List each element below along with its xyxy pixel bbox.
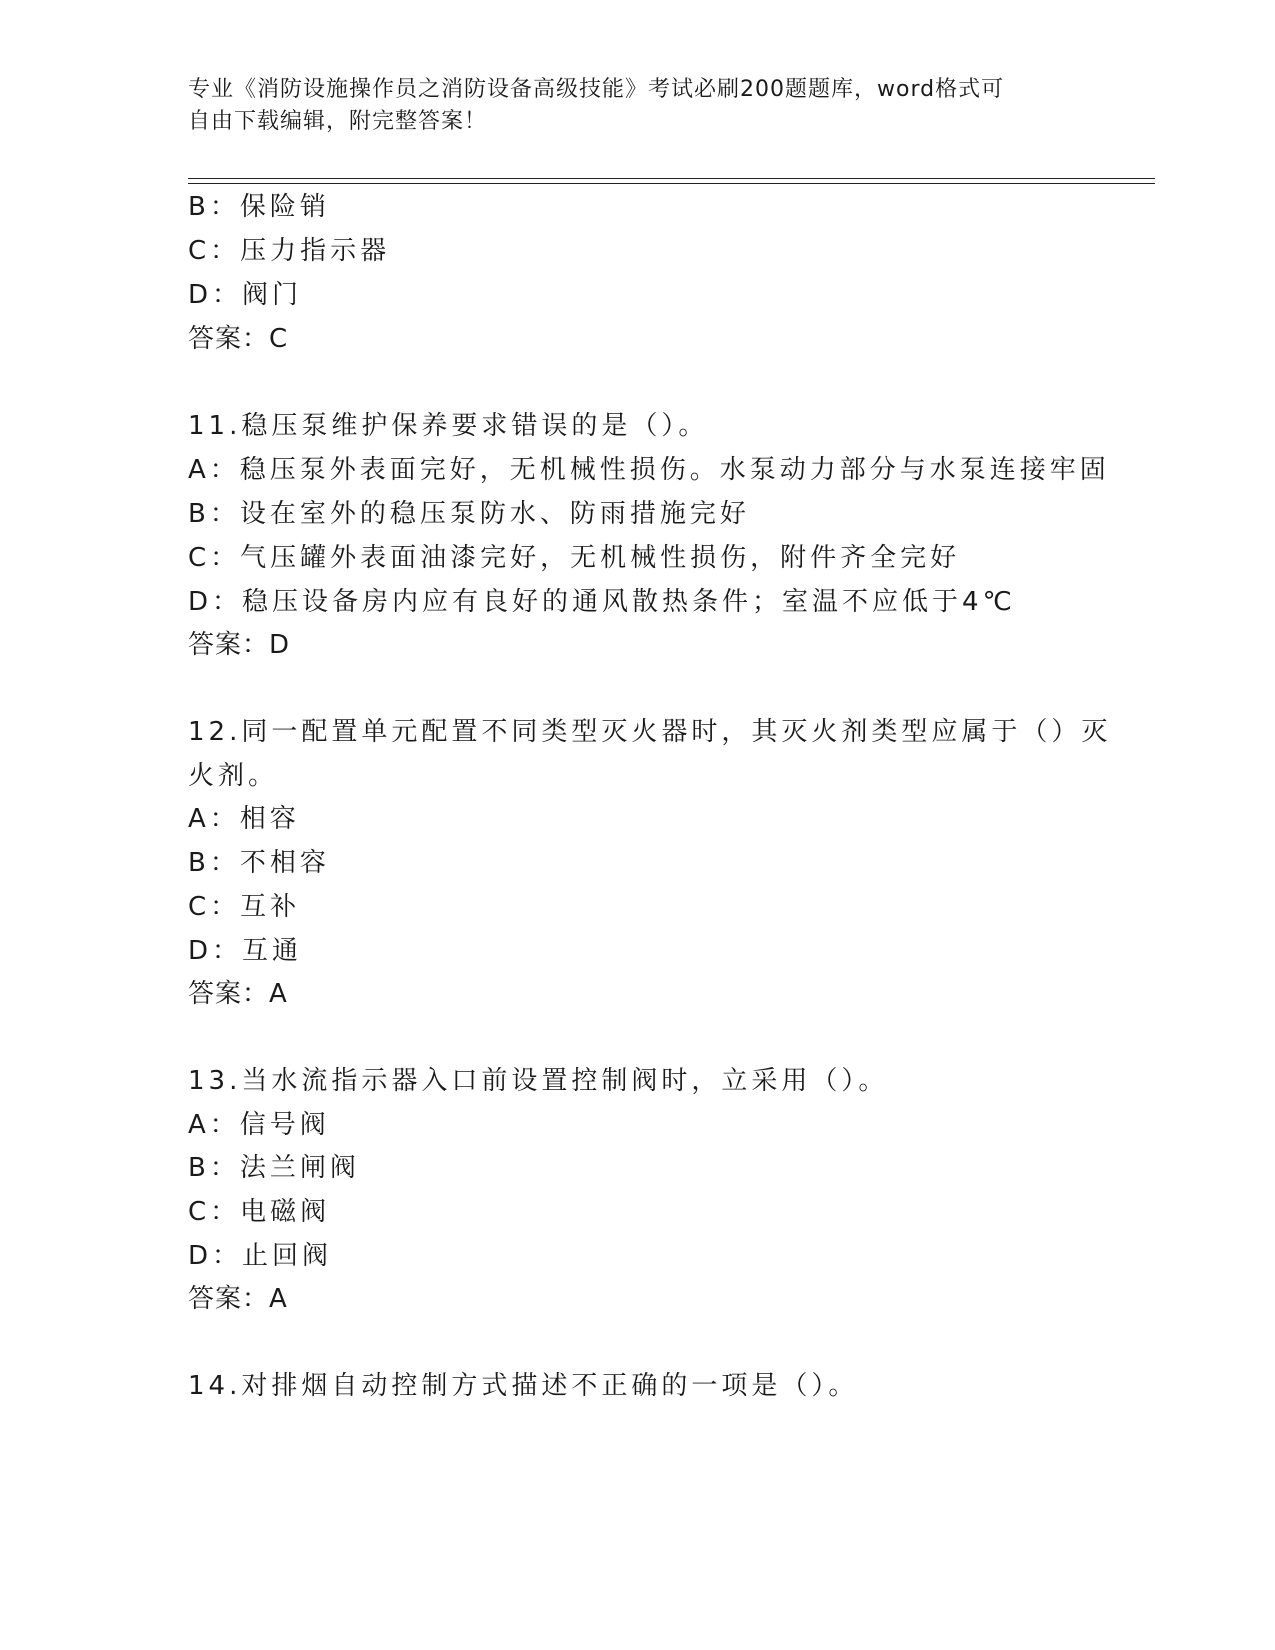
q12-option-a: A：相容	[188, 804, 300, 834]
q12-option-b: B：不相容	[188, 848, 330, 878]
q11-option-a: A：稳压泵外表面完好，无机械性损伤。水泵动力部分与水泵连接牢固	[188, 455, 1110, 485]
q12-stem-line-2: 火剂。	[188, 761, 279, 791]
q13-option-c: C：电磁阀	[188, 1197, 331, 1227]
q10-option-b: B：保险销	[188, 192, 330, 222]
q13-stem: 13.当水流指示器入口前设置控制阀时，立采用（）。	[188, 1066, 889, 1096]
document-header	[188, 74, 1068, 138]
q13-option-a: A：信号阀	[188, 1110, 330, 1140]
q12-option-d: D：互通	[188, 936, 303, 966]
header-divider-bottom	[188, 183, 1155, 184]
q14-stem: 14.对排烟自动控制方式描述不正确的一项是（）。	[188, 1371, 859, 1401]
q11-option-c: C：气压罐外表面油漆完好，无机械性损伤，附件齐全完好	[188, 543, 961, 573]
q13-option-b: B：法兰闸阀	[188, 1153, 360, 1183]
q12-stem-line-1: 12.同一配置单元配置不同类型灭火器时，其灭火剂类型应属于（）灭	[188, 717, 1112, 747]
q10-answer: 答案：C	[188, 324, 289, 354]
q13-option-d: D：止回阀	[188, 1241, 333, 1271]
header-line-2: 自由下载编辑，附完整答案！	[188, 109, 488, 134]
q12-option-c: C：互补	[188, 892, 301, 922]
q12-answer: 答案：A	[188, 979, 288, 1009]
header-line-1: 专业《消防设施操作员之消防设备高级技能》考试必刷200题题库，word格式可	[188, 77, 1005, 102]
q11-option-b: B：设在室外的稳压泵防水、防雨措施完好	[188, 499, 750, 529]
q13-answer: 答案：A	[188, 1284, 288, 1314]
q10-option-d: D：阀门	[188, 280, 303, 310]
q11-stem: 11.稳压泵维护保养要求错误的是（）。	[188, 411, 709, 441]
header-divider-top	[188, 178, 1155, 179]
q11-option-d: D：稳压设备房内应有良好的通风散热条件；室温不应低于4℃	[188, 587, 1016, 617]
q11-answer: 答案：D	[188, 630, 291, 660]
q10-option-c: C：压力指示器	[188, 236, 391, 266]
